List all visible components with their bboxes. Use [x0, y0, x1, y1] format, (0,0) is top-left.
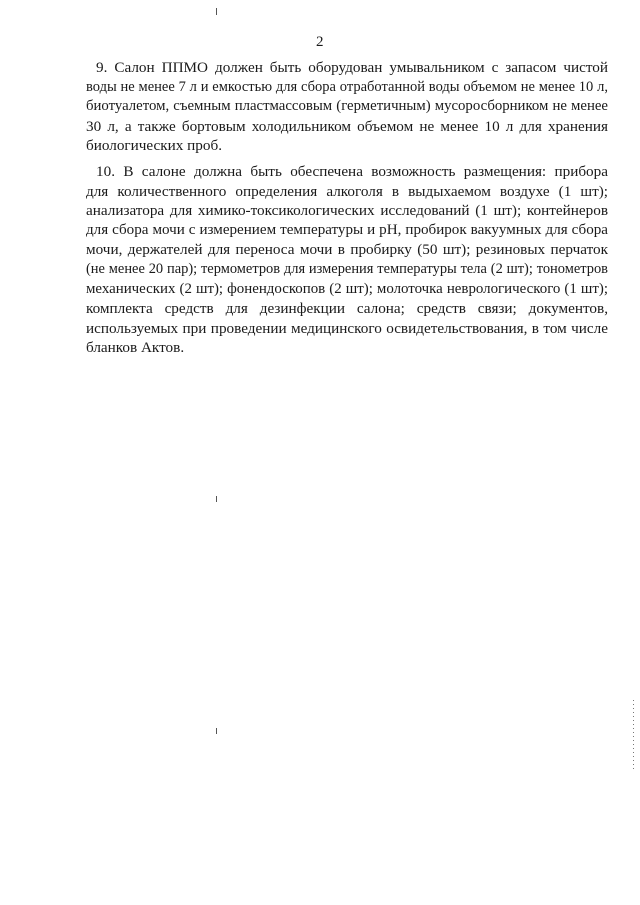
text-line: мочи, держателей для переноса мочи в пробирку (50 шт); резиновых перчаток [86, 241, 608, 259]
text-line: 30 л, а также бортовым холодильником объемом не менее 10 л для хранения [86, 117, 608, 135]
text-line: биотуалетом, съемным пластмассовым (герметичным) мусоросборником не менее [86, 98, 608, 115]
paragraph-10 [86, 162, 608, 358]
text-line: 10. В салоне должна быть обеспечена возможность размещения: прибора [96, 162, 608, 180]
text-line: (не менее 20 пар); термометров для измерения температуры тела (2 шт); тонометров [86, 260, 608, 277]
text-line: механических (2 шт); фонендоскопов (2 шт); молоточка неврологического (1 шт); [86, 280, 608, 297]
scan-artifact-right-edge [633, 700, 634, 770]
page-number: 2 [316, 34, 324, 50]
text-line: для сбора мочи с измерением температуры и pH, пробирок вакуумных для сбора [86, 221, 608, 238]
text-line: используемых при проведении медицинского освидетельствования, в том числе [86, 319, 608, 337]
text-line: бланков Актов. [86, 339, 185, 357]
paragraph-9 [86, 58, 608, 156]
text-line: 9. Салон ППМО должен быть оборудован умывальником с запасом чистой [96, 59, 608, 76]
document-body [86, 58, 608, 364]
text-line: комплекта средств для дезинфекции салона; средств связи; документов, [86, 300, 608, 318]
text-line: для количественного определения алкоголя в выдыхаемом воздухе (1 шт); [86, 182, 608, 200]
text-line: анализатора для химико-токсикологических исследований (1 шт); контейнеров [86, 202, 608, 220]
text-line: биологических проб. [86, 137, 223, 155]
scan-artifact-top [216, 8, 217, 15]
scan-artifact-lower [216, 728, 217, 734]
text-line: воды не менее 7 л и емкостью для сбора отработанной воды объемом не менее 10 л, [86, 78, 608, 95]
scan-artifact-middle [216, 496, 217, 502]
